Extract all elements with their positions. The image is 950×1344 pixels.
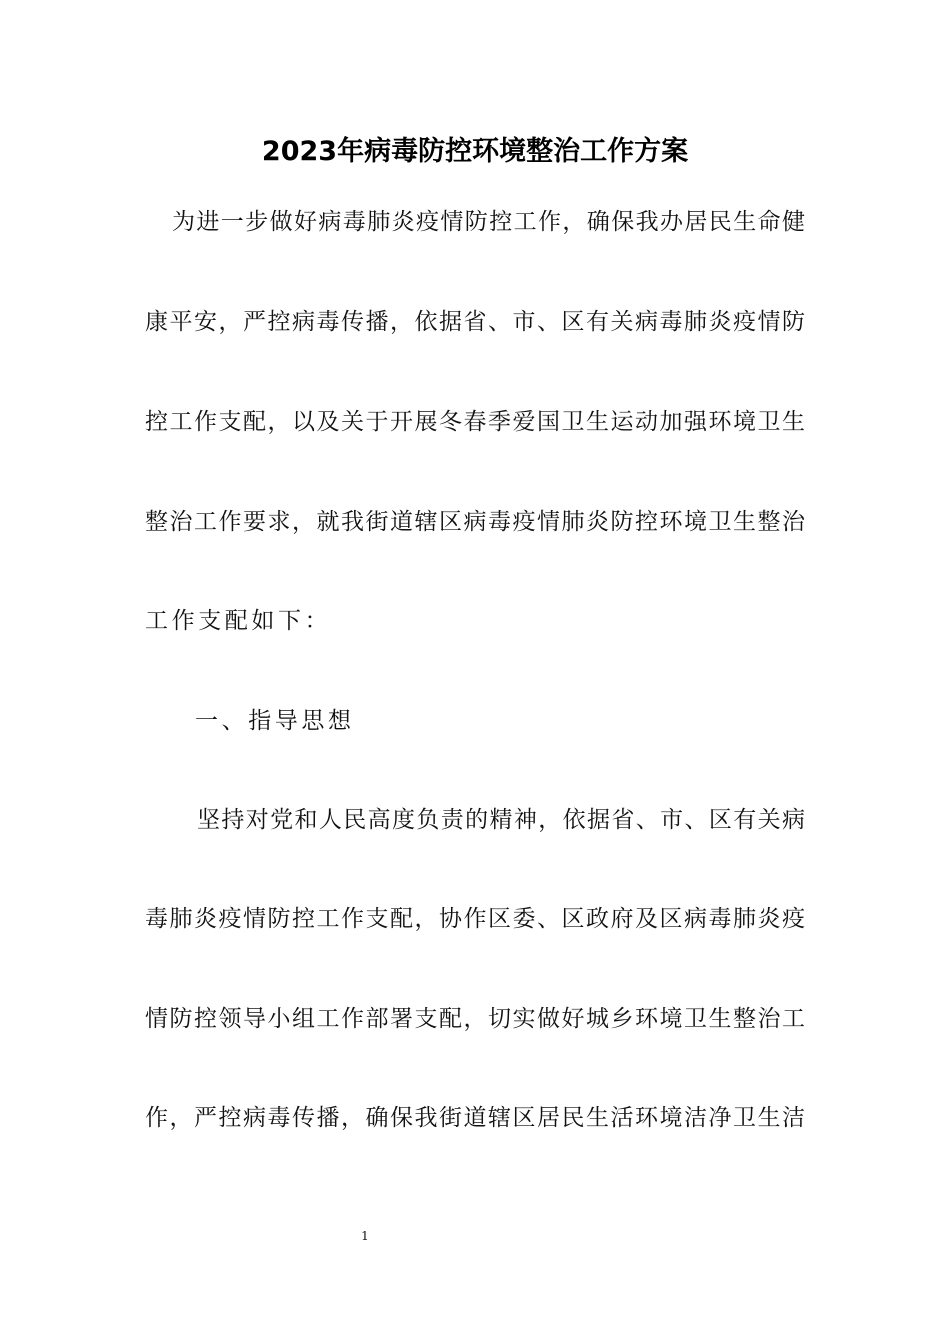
- paragraph-line-6: 坚持对党和人民高度负责的精神，依据省、市、区有关病: [197, 807, 805, 833]
- paragraph-line-7: 毒肺炎疫情防控工作支配，协作区委、区政府及区病毒肺炎疫: [145, 906, 805, 932]
- paragraph-line-9: 作，严控病毒传播，确保我街道辖区居民生活环境洁净卫生洁: [145, 1105, 805, 1131]
- paragraph-line-2: 康平安，严控病毒传播，依据省、市、区有关病毒肺炎疫情防: [145, 309, 805, 335]
- section-heading-guiding-ideology: 一、指导思想: [195, 708, 355, 734]
- paragraph-line-4: 整治工作要求，就我街道辖区病毒疫情肺炎防控环境卫生整治: [145, 509, 805, 535]
- paragraph-line-5: 工作支配如下：: [145, 608, 332, 634]
- paragraph-line-8: 情防控领导小组工作部署支配，切实做好城乡环境卫生整治工: [145, 1006, 805, 1032]
- document-title: 2023年病毒防控环境整治工作方案: [261, 136, 689, 167]
- page-number: 1: [361, 1229, 369, 1243]
- paragraph-line-1: 为进一步做好病毒肺炎疫情防控工作，确保我办居民生命健: [172, 209, 805, 235]
- paragraph-line-3: 控工作支配，以及关于开展冬春季爱国卫生运动加强环境卫生: [145, 409, 805, 435]
